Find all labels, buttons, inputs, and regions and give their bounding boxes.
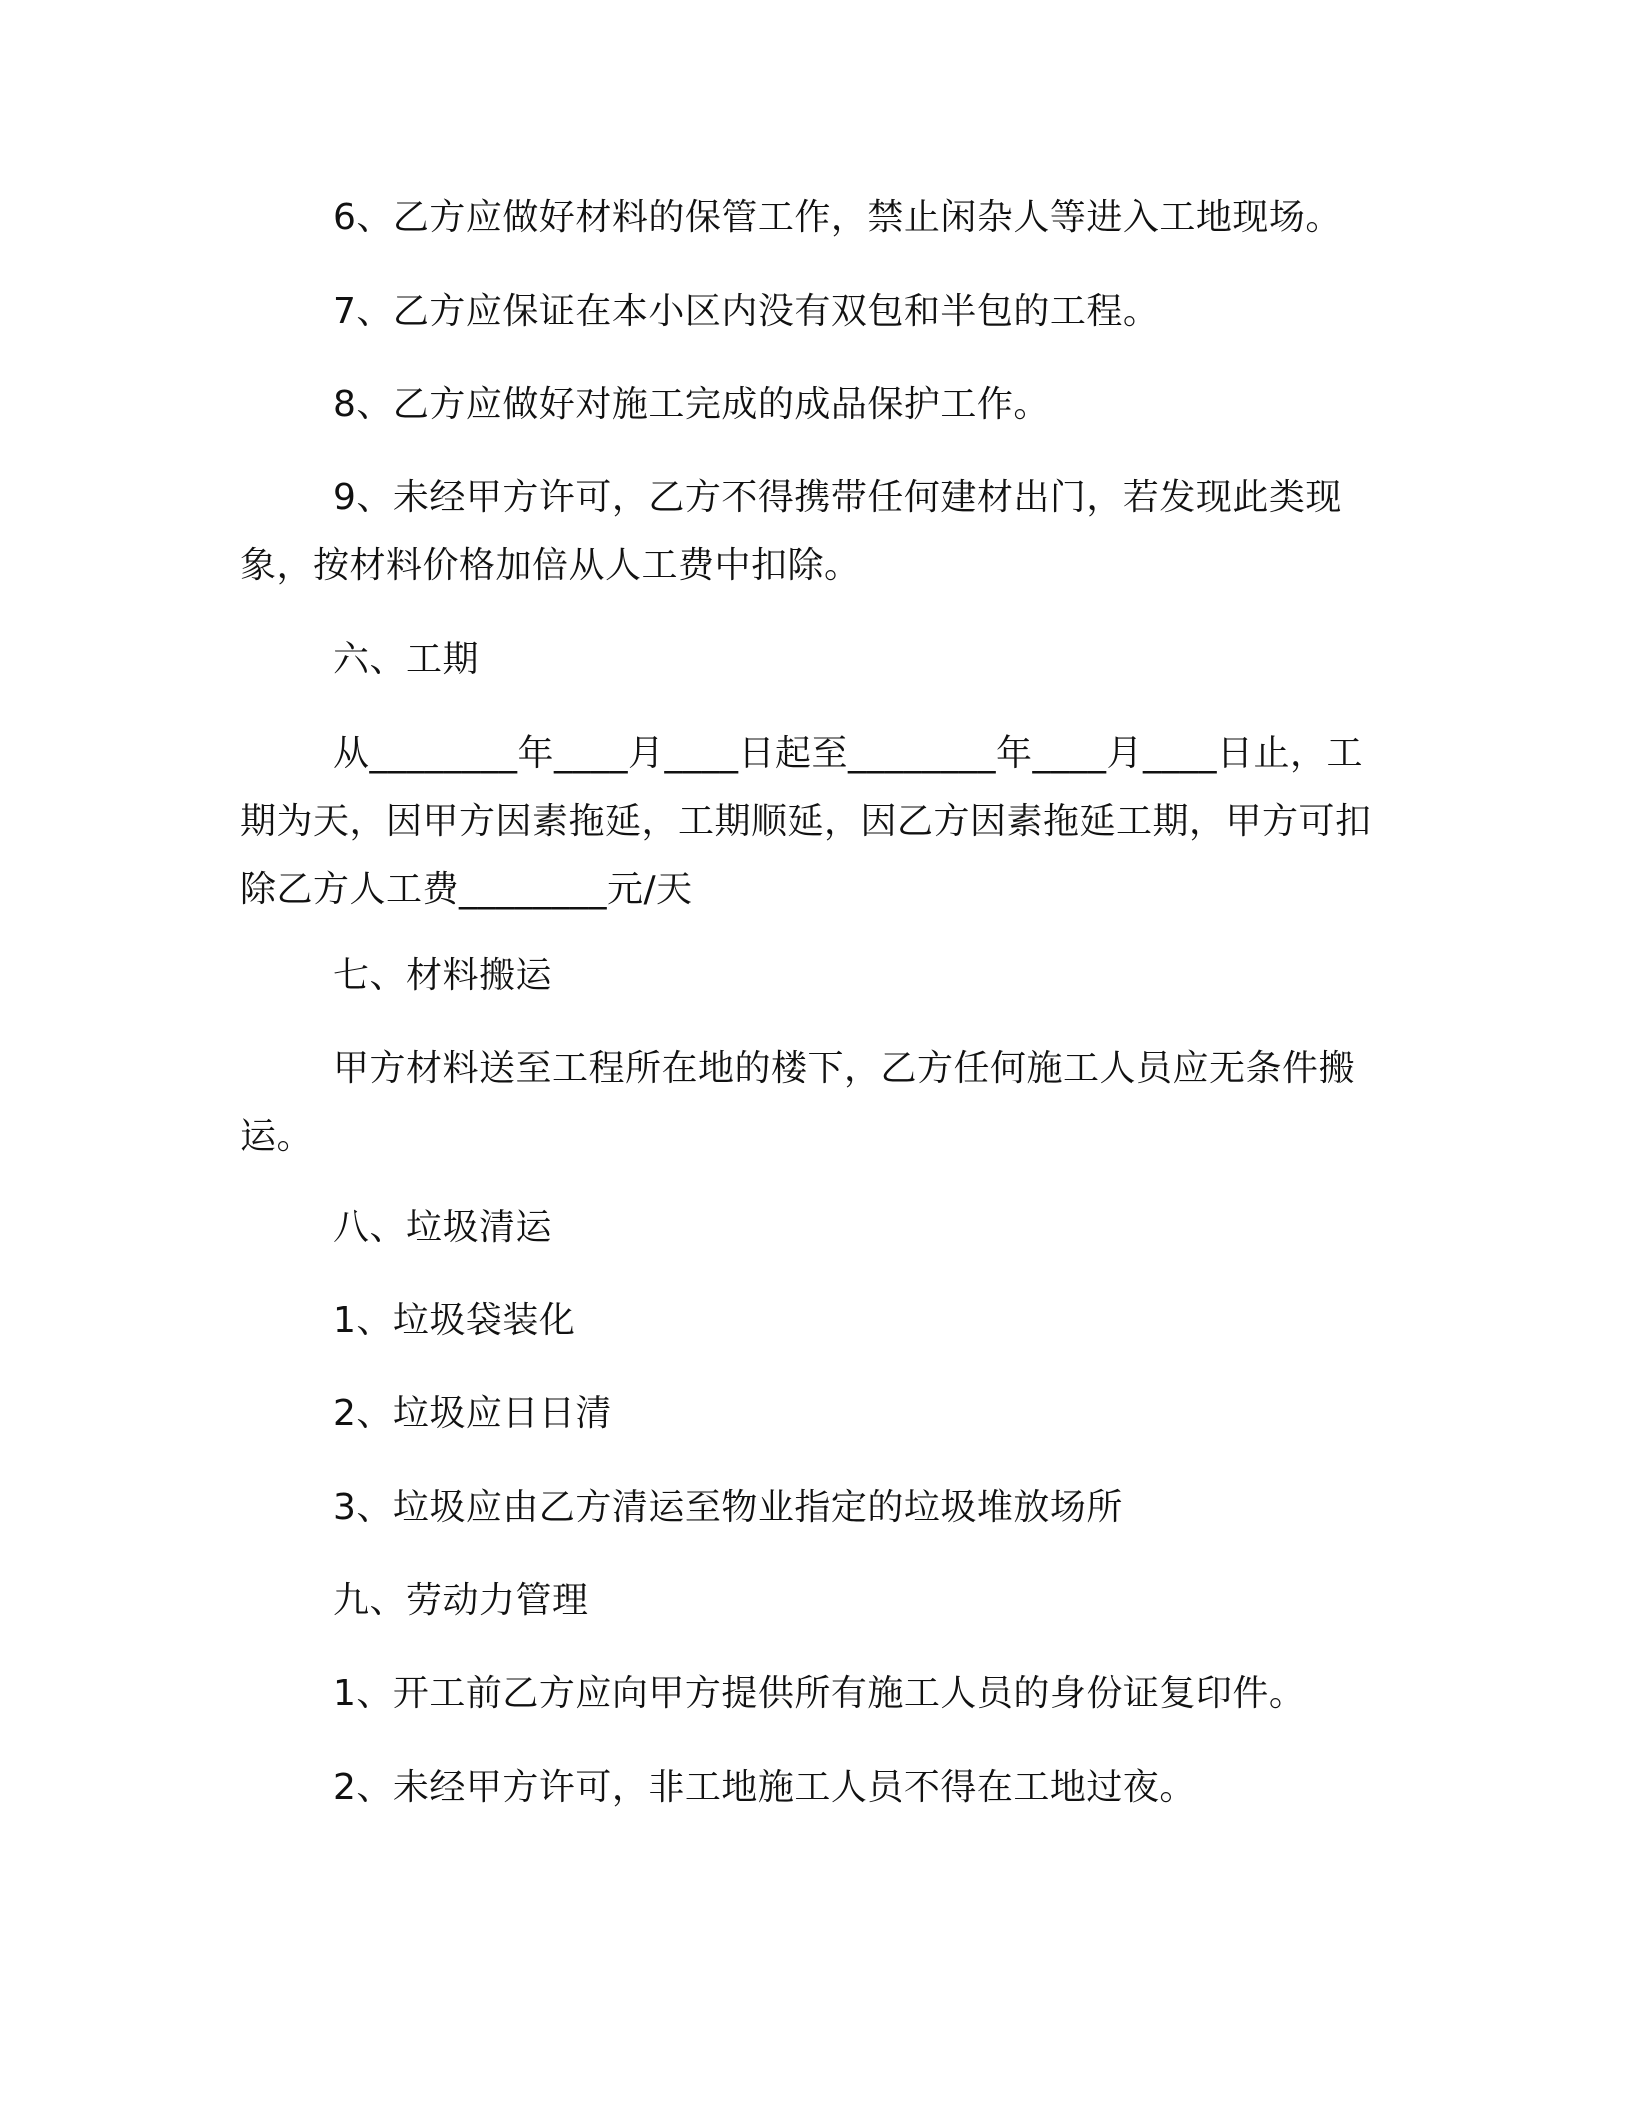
section-9-heading: 九、劳动力管理 [333,1580,589,1621]
section-9-item-1: 1、开工前乙方应向甲方提供所有施工人员的身份证复印件。 [333,1673,1306,1714]
section-8-item-3: 3、垃圾应由乙方清运至物业指定的垃圾堆放场所 [333,1487,1123,1528]
section-9-item-2: 2、未经甲方许可，非工地施工人员不得在工地过夜。 [333,1767,1196,1808]
section-8-item-1: 1、垃圾袋装化 [333,1300,576,1341]
section-8-heading: 八、垃圾清运 [333,1207,553,1248]
clause-9-no-material-removal: 9、未经甲方许可，乙方不得携带任何建材出门，若发现此类现象，按材料价格加倍从人工费中扣除。 [240,477,1342,586]
section-7-heading: 七、材料搬运 [333,955,553,996]
section-6-heading: 六、工期 [333,639,480,680]
section-6-schedule-text: 从________年____月____日起至________年____月____日止，工期为天，因甲方因素拖延，工期顺延，因乙方因素拖延工期，甲方可扣除乙方人工费________元/天 [240,733,1372,910]
clause-6-material-custody: 6、乙方应做好材料的保管工作，禁止闲杂人等进入工地现场。 [333,197,1342,238]
section-7-material-transport-text: 甲方材料送至工程所在地的楼下，乙方任何施工人员应无条件搬运。 [240,1048,1356,1157]
section-8-item-2: 2、垃圾应日日清 [333,1393,612,1434]
clause-8-product-protection: 8、乙方应做好对施工完成的成品保护工作。 [333,384,1050,425]
clause-7-no-subcontract: 7、乙方应保证在本小区内没有双包和半包的工程。 [333,291,1160,332]
